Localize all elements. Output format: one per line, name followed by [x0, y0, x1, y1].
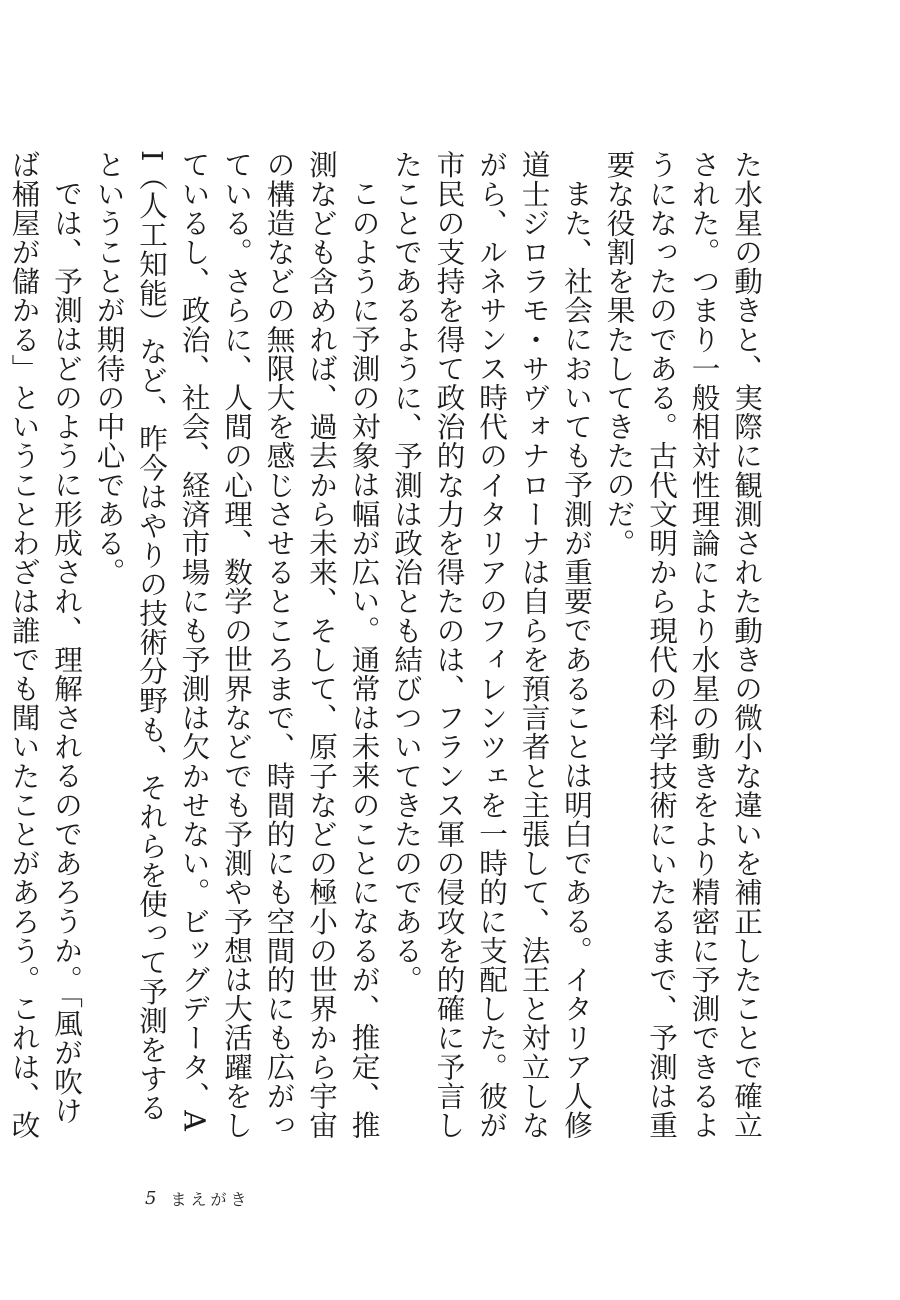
- paragraph-how-prediction-forms: では、予測はどのように形成され、理解されるのであろうか。「風が吹けば桶屋が儲かる」ということわざは誰でも聞いたことがあろう。これは、改: [7, 150, 84, 1140]
- paragraph-continuation: た水星の動きと、実際に観測された動きの微小な違いを補正したことで確立された。つまり一般相対性理論により水星の動きをより精密に予測できるようになったのである。古代文明から現代の科学技術にいたるまで、予測は重要な役割を果たしてきたのだ。: [602, 150, 764, 1140]
- running-title: まえがき: [170, 1189, 251, 1209]
- paragraph-scope-of-prediction: このように予測の対象は幅が広い。通常は未来のことになるが、推定、推測なども含めれば、過去から未来、そして、原子などの極小の世界から宇宙の構造などの無限大を感じさせるところまで、時間的にも空間的にも広がっている。さらに、人間の心理、数学の世界などでも予測や予想は大活躍をしているし、政治、社会、経済市場にも予測は欠かせない。ビッグデータ、AI（人工知能）など、昨今はやりの技術分野も、それらを使って予測をするということが期待の中心である。: [92, 150, 382, 1140]
- page-footer: [145, 1186, 250, 1210]
- paragraph-social-prediction: また、社会においても予測が重要であることは明白である。イタリア人修道士ジロラモ・サヴォナローナは自らを預言者と主張して、法王と対立しながら、ルネサンス時代のイタリアのフィレンツェを一時的に支配した。彼が市民の支持を得て政治的な力を得たのは、フランス軍の侵攻を的確に予言したことであるように、予測は政治とも結びついてきたのである。: [390, 150, 594, 1140]
- page-number: 5: [145, 1187, 157, 1209]
- body-text: [0, 150, 768, 1140]
